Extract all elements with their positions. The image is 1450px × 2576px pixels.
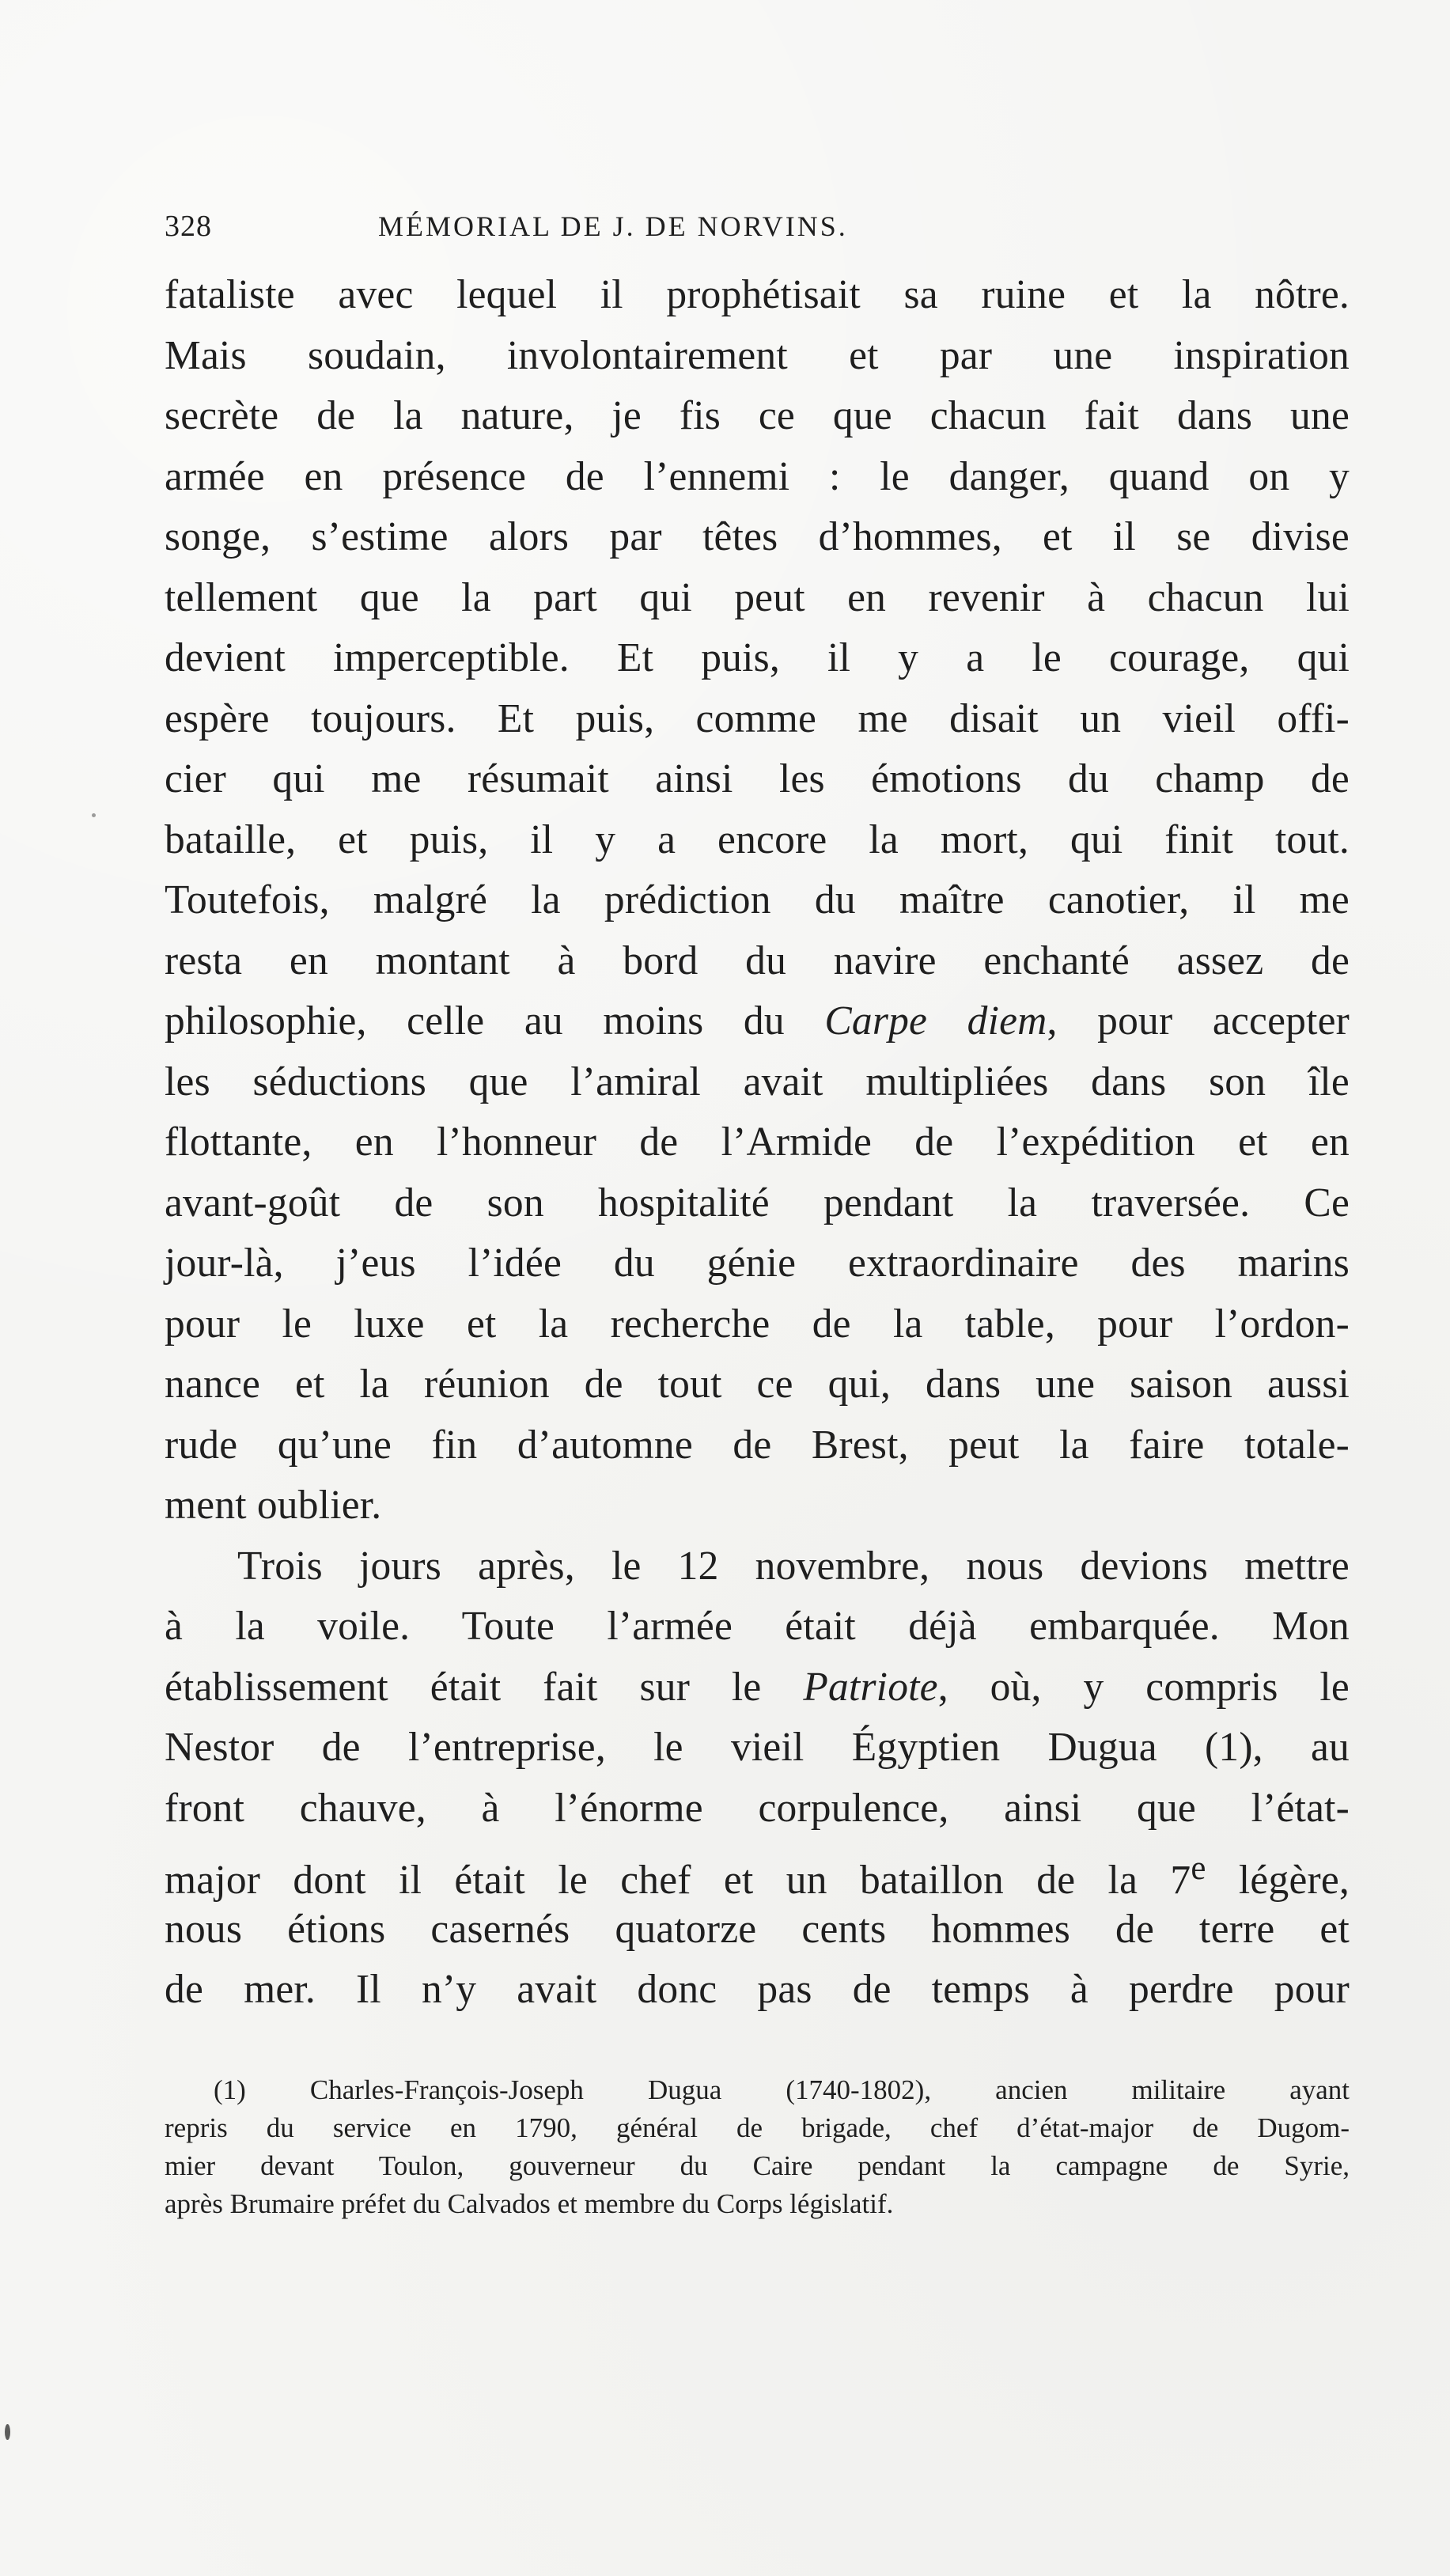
text-line: nous étions casernés quatorze cents hommes de terre et xyxy=(165,1906,1350,1952)
text-line: à la voile. Toute l’armée était déjà embarquée. Mon xyxy=(165,1604,1350,1649)
footnote-line: (1) Charles-François-Joseph Dugua (1740-1802), ancien militaire ayant xyxy=(214,2074,1350,2105)
text-fragment: , pour accepter xyxy=(1047,998,1350,1044)
text-line: de mer. Il n’y avait donc pas de temps à perdre pour xyxy=(165,1967,1350,2012)
scan-speck xyxy=(5,2424,10,2440)
text-fragment: établissement était fait sur le xyxy=(165,1664,804,1710)
main-text xyxy=(165,265,1350,2021)
footnote-line: repris du service en 1790, général de brigade, chef d’état-major de Dugom- xyxy=(165,2112,1350,2143)
footnote-line: mier devant Toulon, gouverneur du Caire pendant la campagne de Syrie, xyxy=(165,2150,1350,2181)
text-line: cier qui me résumait ainsi les émotions du champ de xyxy=(165,756,1350,801)
text-line: Toutefois, malgré la prédiction du maître canotier, il me xyxy=(165,877,1350,922)
page-header xyxy=(165,207,1351,245)
text-line: front chauve, à l’énorme corpulence, ainsi que l’état- xyxy=(165,1785,1350,1831)
text-line: bataille, et puis, il y a encore la mort, qui finit tout. xyxy=(165,816,1350,862)
text-fragment: , où, y compris le xyxy=(937,1664,1350,1710)
paragraph-end-line: ment oublier. xyxy=(165,1483,382,1528)
text-line: flottante, en l’honneur de l’Armide de l’expédition et en xyxy=(165,1119,1350,1165)
italic-phrase: Carpe diem xyxy=(824,998,1047,1044)
page-number: 328 xyxy=(165,210,212,243)
footnote-line: après Brumaire préfet du Calvados et membre du Corps législatif. xyxy=(165,2188,894,2219)
text-line: jour-là, j’eus l’idée du génie extraordinaire des marins xyxy=(165,1241,1350,1286)
paragraph-start-line: Trois jours après, le 12 novembre, nous devions mettre xyxy=(237,1543,1350,1589)
text-line: avant-goût de son hospitalité pendant la traversée. Ce xyxy=(165,1180,1350,1225)
text-line: rude qu’une fin d’automne de Brest, peut la faire totale- xyxy=(165,1422,1350,1468)
superscript-e: e xyxy=(1191,1850,1206,1887)
text-line: armée en présence de l’ennemi : le danger, quand on y xyxy=(165,453,1350,499)
text-line: Nestor de l’entreprise, le vieil Égyptien Dugua (1), au xyxy=(165,1725,1350,1770)
text-line: les séductions que l’amiral avait multipliées dans son île xyxy=(165,1059,1350,1104)
text-line-with-superscript xyxy=(165,1839,1350,1904)
text-line: nance et la réunion de tout ce qui, dans une saison aussi xyxy=(165,1362,1350,1407)
italic-ship-name: Patriote xyxy=(803,1664,938,1710)
text-line-with-italic xyxy=(165,1657,1350,1718)
text-line: tellement que la part qui peut en revenir à chacun lui xyxy=(165,574,1350,620)
text-line: Mais soudain, involontairement et par une inspiration xyxy=(165,332,1350,378)
text-line: espère toujours. Et puis, comme me disait un vieil offi- xyxy=(165,695,1350,741)
text-line: pour le luxe et la recherche de la table, pour l’ordon- xyxy=(165,1301,1350,1347)
running-title: MÉMORIAL DE J. DE NORVINS. xyxy=(378,210,848,242)
text-line: devient imperceptible. Et puis, il y a le courage, qui xyxy=(165,635,1350,680)
text-line: fataliste avec lequel il prophétisait sa ruine et la nôtre. xyxy=(165,272,1350,317)
text-line-with-italic xyxy=(165,991,1350,1052)
text-line: songe, s’estime alors par têtes d’hommes, et il se divise xyxy=(165,514,1350,559)
footnote xyxy=(165,2071,1350,2223)
text-line: secrète de la nature, je fis ce que chacun fait dans une xyxy=(165,393,1350,438)
text-fragment: philosophie, celle au moins du xyxy=(165,998,825,1044)
text-line: resta en montant à bord du navire enchanté assez de xyxy=(165,938,1350,983)
scan-speck xyxy=(92,813,96,817)
text-fragment: major dont il était le chef et un bataillon de la 7 xyxy=(165,1858,1191,1904)
text-fragment: légère, xyxy=(1206,1858,1350,1904)
